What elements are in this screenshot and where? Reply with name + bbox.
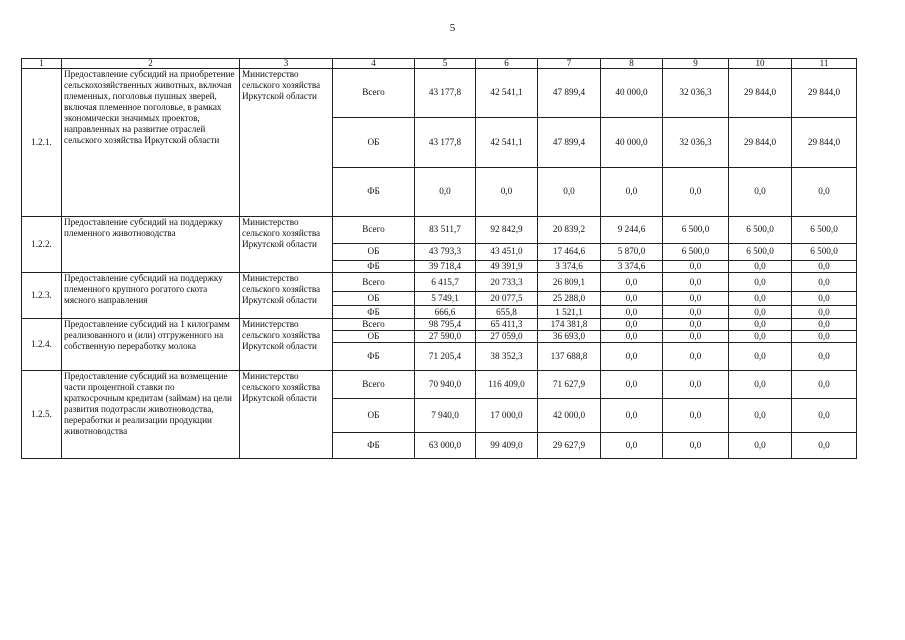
value-cell: 83 511,7 — [415, 217, 476, 244]
table-row — [22, 319, 857, 331]
item-name: Предоставление субсидий на поддержку племенного животноводства — [62, 217, 240, 273]
value-cell: 3 374,6 — [538, 261, 601, 273]
value-cell: 0,0 — [792, 319, 857, 331]
funding-source: ОБ — [333, 292, 415, 306]
value-cell: 20 733,3 — [476, 273, 538, 292]
responsible-org: Министерство сельского хозяйства Иркутской области — [240, 69, 333, 217]
value-cell: 20 839,2 — [538, 217, 601, 244]
value-cell: 0,0 — [601, 168, 663, 217]
value-cell: 0,0 — [729, 261, 792, 273]
value-cell: 0,0 — [538, 168, 601, 217]
item-name: Предоставление субсидий на поддержку племенного крупного рогатого скота мясного направления — [62, 273, 240, 319]
item-name: Предоставление субсидий на 1 килограмм реализованного и (или) отгруженного на собственную переработку молока — [62, 319, 240, 371]
value-cell: 0,0 — [729, 399, 792, 433]
table-row — [22, 273, 857, 292]
column-header: 2 — [62, 59, 240, 69]
value-cell: 1 521,1 — [538, 306, 601, 319]
value-cell: 6 415,7 — [415, 273, 476, 292]
value-cell: 0,0 — [792, 399, 857, 433]
column-header: 3 — [240, 59, 333, 69]
value-cell: 0,0 — [792, 261, 857, 273]
value-cell: 0,0 — [729, 371, 792, 399]
value-cell: 27 059,0 — [476, 331, 538, 343]
column-header: 5 — [415, 59, 476, 69]
value-cell: 0,0 — [792, 433, 857, 459]
value-cell: 0,0 — [792, 292, 857, 306]
value-cell: 47 899,4 — [538, 118, 601, 168]
value-cell: 0,0 — [601, 292, 663, 306]
value-cell: 0,0 — [792, 168, 857, 217]
value-cell: 0,0 — [601, 331, 663, 343]
funding-source: Всего — [333, 217, 415, 244]
value-cell: 27 590,0 — [415, 331, 476, 343]
value-cell: 71 205,4 — [415, 343, 476, 371]
value-cell: 0,0 — [663, 331, 729, 343]
value-cell: 0,0 — [792, 306, 857, 319]
value-cell: 116 409,0 — [476, 371, 538, 399]
funding-source: ФБ — [333, 343, 415, 371]
value-cell: 47 899,4 — [538, 69, 601, 118]
value-cell: 32 036,3 — [663, 69, 729, 118]
value-cell: 0,0 — [415, 168, 476, 217]
value-cell: 0,0 — [601, 273, 663, 292]
value-cell: 29 844,0 — [792, 69, 857, 118]
value-cell: 99 409,0 — [476, 433, 538, 459]
responsible-org: Министерство сельского хозяйства Иркутской области — [240, 273, 333, 319]
item-code: 1.2.4. — [22, 319, 62, 371]
value-cell: 5 749,1 — [415, 292, 476, 306]
value-cell: 0,0 — [601, 433, 663, 459]
value-cell: 0,0 — [663, 168, 729, 217]
value-cell: 43 793,3 — [415, 244, 476, 261]
value-cell: 0,0 — [792, 273, 857, 292]
value-cell: 0,0 — [663, 371, 729, 399]
value-cell: 63 000,0 — [415, 433, 476, 459]
funding-source: Всего — [333, 69, 415, 118]
value-cell: 49 391,9 — [476, 261, 538, 273]
funding-source: Всего — [333, 319, 415, 331]
value-cell: 7 940,0 — [415, 399, 476, 433]
value-cell: 137 688,8 — [538, 343, 601, 371]
value-cell: 36 693,0 — [538, 331, 601, 343]
value-cell: 0,0 — [663, 306, 729, 319]
value-cell: 0,0 — [601, 319, 663, 331]
item-code: 1.2.1. — [22, 69, 62, 217]
table-row — [22, 217, 857, 244]
value-cell: 0,0 — [663, 261, 729, 273]
value-cell: 0,0 — [476, 168, 538, 217]
value-cell: 0,0 — [729, 292, 792, 306]
value-cell: 0,0 — [792, 371, 857, 399]
value-cell: 0,0 — [792, 343, 857, 371]
value-cell: 98 795,4 — [415, 319, 476, 331]
value-cell: 0,0 — [601, 343, 663, 371]
header-row — [22, 59, 857, 69]
column-header: 4 — [333, 59, 415, 69]
value-cell: 43 451,0 — [476, 244, 538, 261]
value-cell: 0,0 — [729, 319, 792, 331]
responsible-org: Министерство сельского хозяйства Иркутской области — [240, 217, 333, 273]
value-cell: 0,0 — [601, 306, 663, 319]
value-cell: 38 352,3 — [476, 343, 538, 371]
responsible-org: Министерство сельского хозяйства Иркутской области — [240, 319, 333, 371]
value-cell: 42 000,0 — [538, 399, 601, 433]
item-name: Предоставление субсидий на приобретение сельскохозяйственных животных, включая племенных, поголовья пушных зверей, включая племенное поголовье, в рамках экономически значимых проектов, направленных на развитие отраслей сельского хозяйства Иркутской области — [62, 69, 240, 217]
column-header: 10 — [729, 59, 792, 69]
value-cell: 17 000,0 — [476, 399, 538, 433]
value-cell: 9 244,6 — [601, 217, 663, 244]
column-header: 8 — [601, 59, 663, 69]
value-cell: 32 036,3 — [663, 118, 729, 168]
value-cell: 42 541,1 — [476, 69, 538, 118]
value-cell: 71 627,9 — [538, 371, 601, 399]
value-cell: 0,0 — [663, 273, 729, 292]
value-cell: 26 809,1 — [538, 273, 601, 292]
value-cell: 42 541,1 — [476, 118, 538, 168]
value-cell: 0,0 — [729, 273, 792, 292]
value-cell: 0,0 — [729, 168, 792, 217]
subsidy-table — [21, 58, 857, 459]
value-cell: 6 500,0 — [729, 244, 792, 261]
item-name: Предоставление субсидий на возмещение части процентной ставки по краткосрочным кредитам (займам) на цели развития подотрасли животноводства, переработки и реализации продукции животноводства — [62, 371, 240, 459]
value-cell: 0,0 — [663, 319, 729, 331]
table-row — [22, 69, 857, 118]
value-cell: 6 500,0 — [663, 217, 729, 244]
funding-source: Всего — [333, 273, 415, 292]
value-cell: 17 464,6 — [538, 244, 601, 261]
value-cell: 43 177,8 — [415, 118, 476, 168]
value-cell: 29 844,0 — [729, 69, 792, 118]
value-cell: 0,0 — [729, 306, 792, 319]
value-cell: 0,0 — [729, 433, 792, 459]
value-cell: 0,0 — [601, 399, 663, 433]
column-header: 11 — [792, 59, 857, 69]
value-cell: 29 844,0 — [729, 118, 792, 168]
value-cell: 6 500,0 — [729, 217, 792, 244]
item-code: 1.2.5. — [22, 371, 62, 459]
value-cell: 6 500,0 — [663, 244, 729, 261]
value-cell: 0,0 — [792, 331, 857, 343]
value-cell: 40 000,0 — [601, 118, 663, 168]
funding-source: Всего — [333, 371, 415, 399]
column-header: 9 — [663, 59, 729, 69]
funding-source: ОБ — [333, 331, 415, 343]
value-cell: 0,0 — [601, 371, 663, 399]
item-code: 1.2.3. — [22, 273, 62, 319]
funding-source: ФБ — [333, 306, 415, 319]
responsible-org: Министерство сельского хозяйства Иркутской области — [240, 371, 333, 459]
value-cell: 92 842,9 — [476, 217, 538, 244]
value-cell: 40 000,0 — [601, 69, 663, 118]
value-cell: 0,0 — [729, 343, 792, 371]
column-header: 6 — [476, 59, 538, 69]
item-code: 1.2.2. — [22, 217, 62, 273]
value-cell: 43 177,8 — [415, 69, 476, 118]
value-cell: 0,0 — [663, 399, 729, 433]
column-header: 1 — [22, 59, 62, 69]
value-cell: 655,8 — [476, 306, 538, 319]
value-cell: 0,0 — [663, 433, 729, 459]
funding-source: ФБ — [333, 168, 415, 217]
value-cell: 20 077,5 — [476, 292, 538, 306]
value-cell: 65 411,3 — [476, 319, 538, 331]
value-cell: 174 381,8 — [538, 319, 601, 331]
value-cell: 0,0 — [729, 331, 792, 343]
value-cell: 29 844,0 — [792, 118, 857, 168]
funding-source: ОБ — [333, 118, 415, 168]
value-cell: 29 627,9 — [538, 433, 601, 459]
funding-source: ОБ — [333, 399, 415, 433]
value-cell: 6 500,0 — [792, 217, 857, 244]
value-cell: 666,6 — [415, 306, 476, 319]
table-row — [22, 371, 857, 399]
page-number: 5 — [449, 22, 456, 34]
value-cell: 5 870,0 — [601, 244, 663, 261]
value-cell: 0,0 — [663, 292, 729, 306]
value-cell: 25 288,0 — [538, 292, 601, 306]
column-header: 7 — [538, 59, 601, 69]
value-cell: 3 374,6 — [601, 261, 663, 273]
value-cell: 39 718,4 — [415, 261, 476, 273]
funding-source: ОБ — [333, 244, 415, 261]
funding-source: ФБ — [333, 261, 415, 273]
value-cell: 0,0 — [663, 343, 729, 371]
value-cell: 6 500,0 — [792, 244, 857, 261]
funding-source: ФБ — [333, 433, 415, 459]
value-cell: 70 940,0 — [415, 371, 476, 399]
